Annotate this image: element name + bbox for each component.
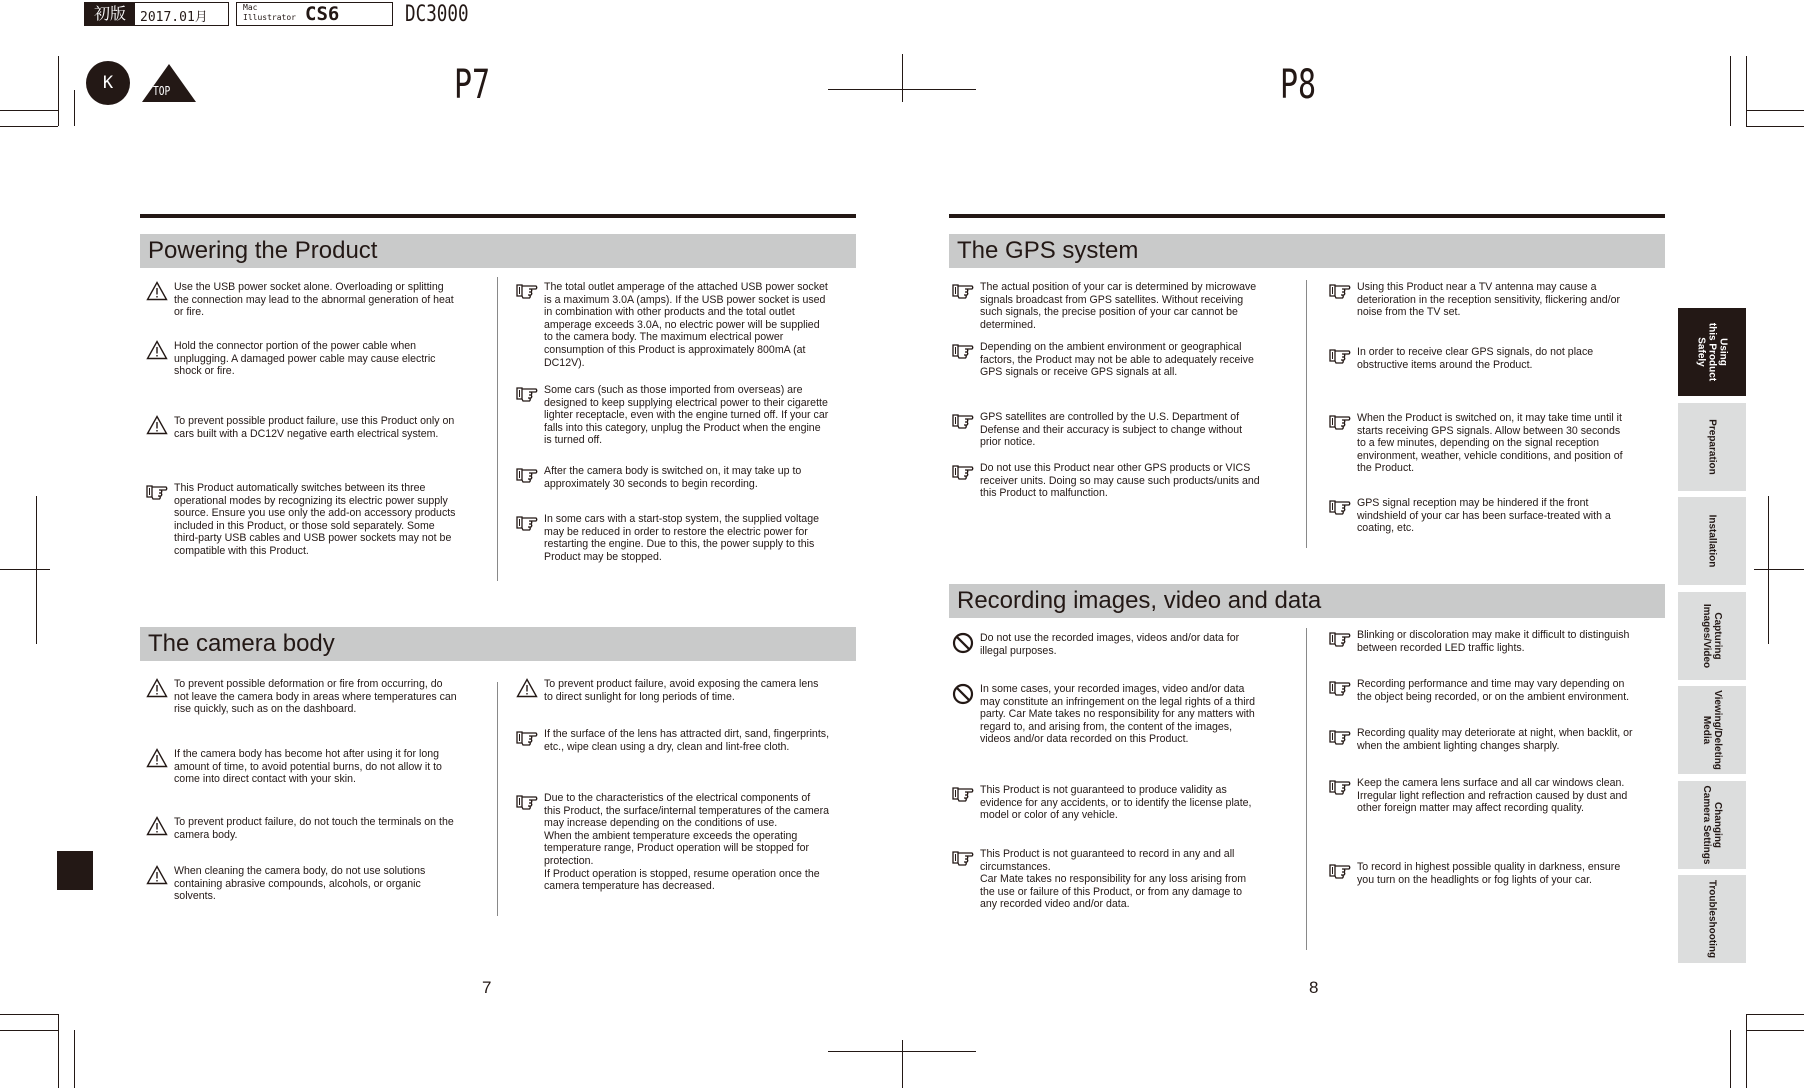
warning-icon: [146, 748, 168, 768]
pointing-hand-icon: [1329, 861, 1351, 881]
crop-mark: [1730, 56, 1731, 126]
pointing-hand-icon: [952, 411, 974, 431]
app-box: [236, 2, 393, 26]
crop-mark: [1746, 1030, 1804, 1031]
chapter-tab[interactable]: [1678, 403, 1746, 491]
crop-mark: [1730, 1030, 1731, 1088]
chapter-tab[interactable]: [1678, 686, 1746, 774]
crop-mark: [74, 1030, 75, 1088]
chapter-tab[interactable]: [1678, 781, 1746, 869]
notice-text: The total outlet amperage of the attached USB power socket is a maximum 3.0A (amps). If the USB power socket is used in combination with other products and the total outlet amperage exceeds 3.0A, no electric power will be supplied to the camera body. The maximum electrical power consumption of this Product is approximately 800mA (at DC12V).: [544, 281, 828, 369]
section-top-rule: [140, 214, 856, 218]
warning-icon: [146, 340, 168, 360]
notice-text: Hold the connector portion of the power cable when unplugging. A damaged power cable may cause electric shock or fire.: [174, 340, 436, 378]
notice-text: This Product is not guaranteed to produce validity as evidence for any accidents, or to identify the license plate, model or color of any vehicle.: [980, 784, 1252, 822]
pointing-hand-icon: [1329, 281, 1351, 301]
notice-text: If the camera body has become hot after using it for long amount of time, to avoid potential burns, do not allow it to come into direct contact with your skin.: [174, 748, 442, 786]
crop-mark: [1746, 56, 1747, 126]
pointing-hand-icon: [516, 513, 538, 533]
pointing-hand-icon: [1329, 497, 1351, 517]
crop-mark: [58, 56, 59, 126]
notice-text: To record in highest possible quality in darkness, ensure you turn on the headlights or fog lights of your car.: [1357, 861, 1621, 886]
warning-icon: [146, 865, 168, 885]
pointing-hand-icon: [1329, 678, 1351, 698]
notice-text: Using this Product near a TV antenna may cause a deterioration in the reception sensitivity, flickering and/or noise from the TV set.: [1357, 281, 1621, 319]
notice-text: This Product is not guaranteed to record in any and all circumstances. Car Mate takes no responsibility for any loss arising from the use or failure of this Product, or from any damage to any recorded video and/or data.: [980, 848, 1247, 911]
crop-mark: [1746, 110, 1804, 111]
chapter-tab-label: Preparation: [1706, 419, 1718, 475]
chapter-tab-label: Viewing/Deleting Media: [1701, 690, 1723, 770]
page-number-right: 8: [1309, 978, 1319, 997]
app-version: CS6: [305, 3, 340, 25]
crop-mark: [0, 110, 58, 111]
crop-mark: [0, 126, 58, 127]
model-name: DC3000: [405, 2, 469, 27]
warning-icon: [146, 281, 168, 301]
notice-text: The actual position of your car is determined by microwave signals broadcast from GPS satellites. Without receiving such signals, the precise position of your car cannot be determined.: [980, 281, 1257, 331]
page-number-left: 7: [482, 978, 492, 997]
app-small-label: Mac Illustrator: [243, 3, 296, 22]
pointing-hand-icon: [952, 784, 974, 804]
chapter-tab[interactable]: [1678, 308, 1746, 396]
prohibited-icon: [952, 632, 974, 652]
notice-text: When the Product is switched on, it may take time until it starts receiving GPS signals. Allow between 30 seconds to a few minutes, depending on the signal reception environment, weather, vehicle conditions, and position of the Product.: [1357, 412, 1623, 475]
registration-mark: [902, 1040, 903, 1088]
section-title: Powering the Product: [140, 234, 856, 268]
notice-text: After the camera body is switched on, it may take up to approximately 30 seconds to begin recording.: [544, 465, 802, 490]
page-right-label: P8: [1280, 62, 1317, 108]
notice-text: Due to the characteristics of the electrical components of this Product, the surface/internal temperatures of the camera may increase depending on the conditions of use. When the ambient temperature exceeds the operating temperature range, Product operation will be stopped for protection. If Product operation is stopped, resume operation once the camera temperature has decreased.: [544, 792, 829, 893]
notice-text: Do not use this Product near other GPS products or VICS receiver units. Doing so may cause such products/units and this Product to malfunction.: [980, 462, 1260, 500]
registration-mark: [36, 496, 37, 644]
chapter-tab[interactable]: [1678, 497, 1746, 585]
notice-text: Some cars (such as those imported from overseas) are designed to keep supplying electrical power to their cigarette lighter receptacle, even with the engine turned off. If your car falls into this category, unplug the Product when the engine is turned off.: [544, 384, 829, 447]
warning-icon: [146, 415, 168, 435]
notice-text: To prevent product failure, do not touch the terminals on the camera body.: [174, 816, 454, 841]
chapter-tab-label: Using this Product Safely: [1695, 322, 1729, 382]
pointing-hand-icon: [952, 281, 974, 301]
pointing-hand-icon: [516, 384, 538, 404]
pointing-hand-icon: [1329, 727, 1351, 747]
notice-text: To prevent possible deformation or fire from occurring, do not leave the camera body in areas where temperatures can rise quickly, such as on the dashboard.: [174, 678, 457, 716]
edition-box: [84, 2, 229, 26]
chapter-tab[interactable]: [1678, 875, 1746, 963]
pointing-hand-icon: [1329, 346, 1351, 366]
chapter-tab-label: Changing Camera Settings: [1701, 785, 1723, 865]
notice-text: Blinking or discoloration may make it difficult to distinguish between recorded LED traffic lights.: [1357, 629, 1630, 654]
chapter-tab-label: Installation: [1706, 514, 1718, 568]
pointing-hand-icon: [1329, 412, 1351, 432]
warning-icon: [146, 678, 168, 698]
prohibited-icon: [952, 683, 974, 703]
pointing-hand-icon: [952, 341, 974, 361]
top-badge-label: TOP: [153, 84, 171, 98]
crop-mark: [0, 1030, 58, 1031]
warning-icon: [516, 678, 538, 698]
registration-mark: [0, 569, 50, 570]
notice-text: Recording quality may deteriorate at night, when backlit, or when the ambient lighting changes sharply.: [1357, 727, 1633, 752]
registration-mark: [902, 54, 903, 102]
notice-text: If the surface of the lens has attracted dirt, sand, fingerprints, etc., wipe clean using a dry, clean and lint-free cloth.: [544, 728, 830, 753]
notice-text: In some cases, your recorded images, video and/or data may constitute an infringement on the legal rights of a third party. Car Mate takes no responsibility for any matters with regard to, and arising from, the content of the images, videos and/or data recorded on this Product.: [980, 683, 1256, 746]
crop-mark: [1746, 1014, 1804, 1015]
chapter-tab-label: Troubleshooting: [1706, 879, 1718, 959]
registration-mark: [1768, 496, 1769, 644]
crop-mark: [0, 1014, 58, 1015]
edition-date: 2017.01月: [140, 10, 208, 25]
edition-kanji: 初版: [85, 2, 135, 26]
section-title: The camera body: [140, 627, 856, 661]
notice-text: In order to receive clear GPS signals, do not place obstructive items around the Product.: [1357, 346, 1594, 371]
notice-text: Use the USB power socket alone. Overloading or splitting the connection may lead to the abnormal generation of heat or fire.: [174, 281, 454, 319]
notice-text: Do not use the recorded images, videos and/or data for illegal purposes.: [980, 632, 1240, 657]
crop-mark: [74, 90, 75, 126]
chapter-tab-label: Capturing Images/Video: [1701, 603, 1723, 669]
crop-mark: [58, 1014, 59, 1088]
pointing-hand-icon: [516, 792, 538, 812]
registration-mark: [1754, 569, 1804, 570]
k-badge: [86, 61, 130, 105]
pointing-hand-icon: [516, 281, 538, 301]
black-swatch: [57, 851, 93, 890]
chapter-tab[interactable]: [1678, 592, 1746, 680]
crop-mark: [1746, 1014, 1747, 1088]
pointing-hand-icon: [952, 462, 974, 482]
notice-text: GPS satellites are controlled by the U.S. Department of Defense and their accuracy is subject to change without prior notice.: [980, 411, 1243, 449]
notice-text: To prevent possible product failure, use this Product only on cars built with a DC12V negative earth electrical system.: [174, 415, 455, 440]
section-title: The GPS system: [949, 234, 1665, 268]
notice-text: GPS signal reception may be hindered if the front windshield of your car has been surface-treated with a coating, etc.: [1357, 497, 1611, 535]
k-badge-label: K: [102, 73, 114, 93]
pointing-hand-icon: [1329, 629, 1351, 649]
section-top-rule: [949, 214, 1665, 218]
notice-text: In some cars with a start-stop system, the supplied voltage may be reduced in order to restore the electric power for restarting the engine. Due to this, the power supply to this Product may be stopped.: [544, 513, 819, 563]
crop-mark: [1746, 126, 1804, 127]
pointing-hand-icon: [952, 848, 974, 868]
warning-icon: [146, 816, 168, 836]
pointing-hand-icon: [516, 728, 538, 748]
pointing-hand-icon: [1329, 777, 1351, 797]
section-title: Recording images, video and data: [949, 584, 1665, 618]
notice-text: To prevent product failure, avoid exposing the camera lens to direct sunlight for long periods of time.: [544, 678, 819, 703]
notice-text: When cleaning the camera body, do not use solutions containing abrasive compounds, alcohols, or organic solvents.: [174, 865, 426, 903]
pointing-hand-icon: [516, 465, 538, 485]
pointing-hand-icon: [146, 482, 168, 502]
notice-text: Depending on the ambient environment or geographical factors, the Product may not be able to adequately receive GPS signals or receive GPS signals at all.: [980, 341, 1254, 379]
page-left-label: P7: [454, 62, 491, 108]
notice-text: Keep the camera lens surface and all car windows clean. Irregular light reflection and refraction caused by dust and other foreign matter may affect recording quality.: [1357, 777, 1628, 815]
notice-text: This Product automatically switches between its three operational modes by recognizing its electric power supply source. Ensure you use only the add-on accessory products included in this Product, or those sold separately. Some third-party USB cables and USB power sockets may not be compatible with this Product.: [174, 482, 456, 557]
notice-text: Recording performance and time may vary depending on the object being recorded, or on the ambient environment.: [1357, 678, 1630, 703]
